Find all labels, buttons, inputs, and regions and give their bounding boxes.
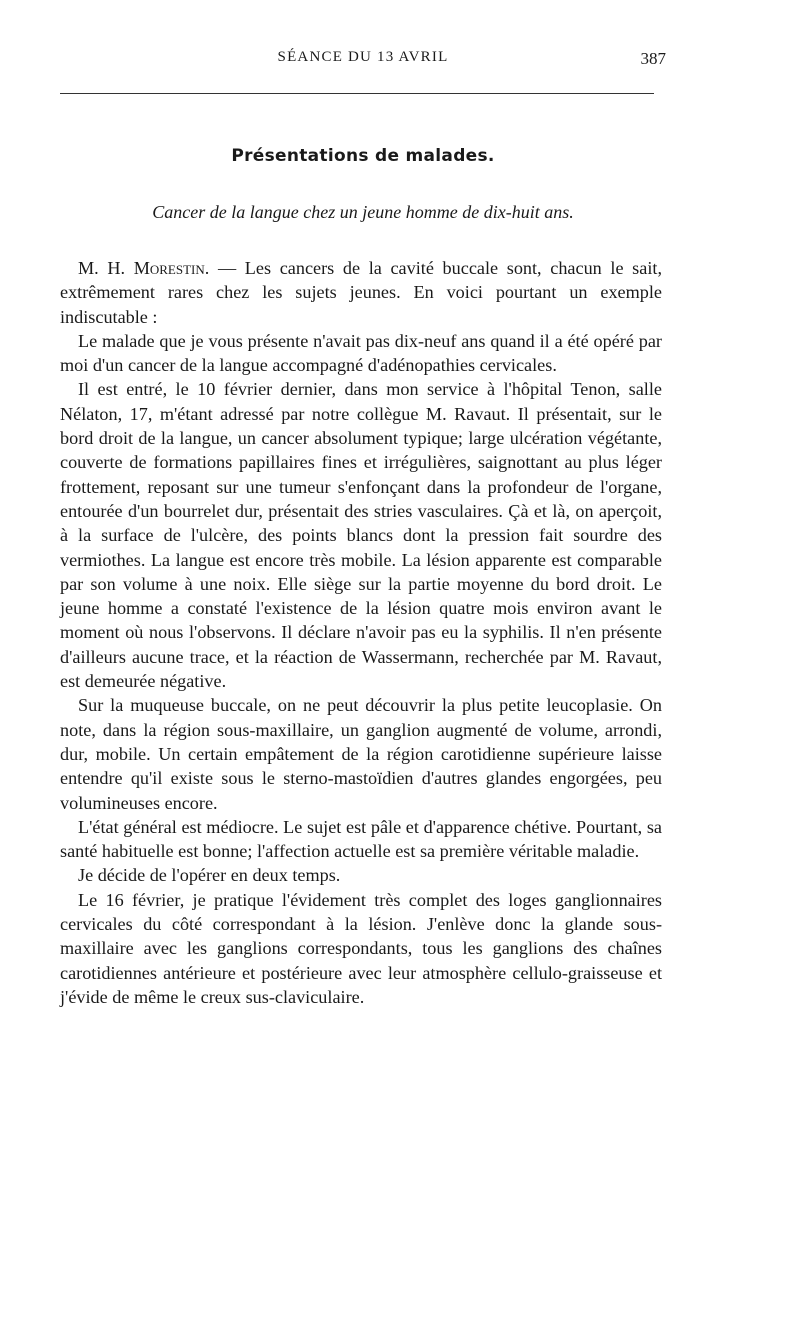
- paragraph: Il est entré, le 10 février dernier, dans mon service à l'hôpital Tenon, salle Nélaton, 17, m'étant adressé par notre collègue M. Ravaut. Il présentait, sur le bord droit de la langue, un cancer absolument typique; large ulcération végétante, couverte de formations papillaires fines et irrégulières, saignottant au plus léger frottement, reposant sur une tumeur s'enfonçant dans la profondeur de l'organe, entourée d'un bourrelet dur, présentait des stries vasculaires. Çà et là, on aperçoit, à la surface de l'ulcère, des points blancs dont la pression fait sourdre des vermiothes. La langue est encore très mobile. La lésion apparente est comparable par son volume à une noix. Elle siège sur la partie moyenne du bord droit. Le jeune homme a constaté l'existence de la lésion quatre mois environ avant le moment où nous l'observons. Il déclare n'avoir pas eu la syphilis. Il n'en présente d'ailleurs aucune trace, et la réaction de Wassermann, recherchée par M. Ravaut, est demeurée négative.: [60, 379, 662, 692]
- header-rule: [60, 93, 654, 94]
- paragraph: [60, 256, 662, 329]
- document-page: [60, 0, 666, 1340]
- paragraph: Le 16 février, je pratique l'évidement très complet des loges ganglionnaires cervicales du côté correspondant à la lésion. J'enlève donc la glande sous-maxillaire avec les ganglions correspondants, tous les ganglions des chaînes carotidiennes antérieure et postérieure avec leur atmosphère cellulo-graisseuse et j'évide de même le creux sus-claviculaire.: [60, 889, 662, 1007]
- page-number: 387: [640, 49, 666, 68]
- paragraph: Je décide de l'opérer en deux temps.: [78, 865, 341, 886]
- paragraph: Le malade que je vous présente n'avait pas dix-neuf ans quand il a été opéré par moi d'un cancer de la langue accompagné d'adénopathies cervicales.: [60, 330, 662, 376]
- running-title: SÉANCE DU 13 AVRIL: [277, 49, 449, 65]
- article-subtitle: Cancer de la langue chez un jeune homme de dix-huit ans.: [152, 202, 574, 222]
- paragraph: Sur la muqueuse buccale, on ne peut découvrir la plus petite leucoplasie. On note, dans la région sous-maxillaire, un ganglion augmenté de volume, arrondi, dur, mobile. Un certain empâtement de la région carotidienne supérieure laisse entendre qu'il existe sous le sterno-mastoïdien d'autres glandes engorgées, peu volumineuses encore.: [60, 695, 662, 813]
- article-body: [60, 256, 662, 1009]
- section-title: Présentations de malades.: [231, 146, 495, 166]
- author-name: M. H. Morestin.: [78, 258, 210, 278]
- paragraph: L'état général est médiocre. Le sujet est pâle et d'apparence chétive. Pourtant, sa santé habituelle est bonne; l'affection actuelle est sa première véritable maladie.: [60, 816, 662, 862]
- running-header: [60, 49, 666, 73]
- paragraph-text: — Les cancers de la cavité buccale sont, chacun le sait, extrêmement rares chez les sujets jeunes. En voici pourtant un exemple indiscutable :: [60, 258, 662, 327]
